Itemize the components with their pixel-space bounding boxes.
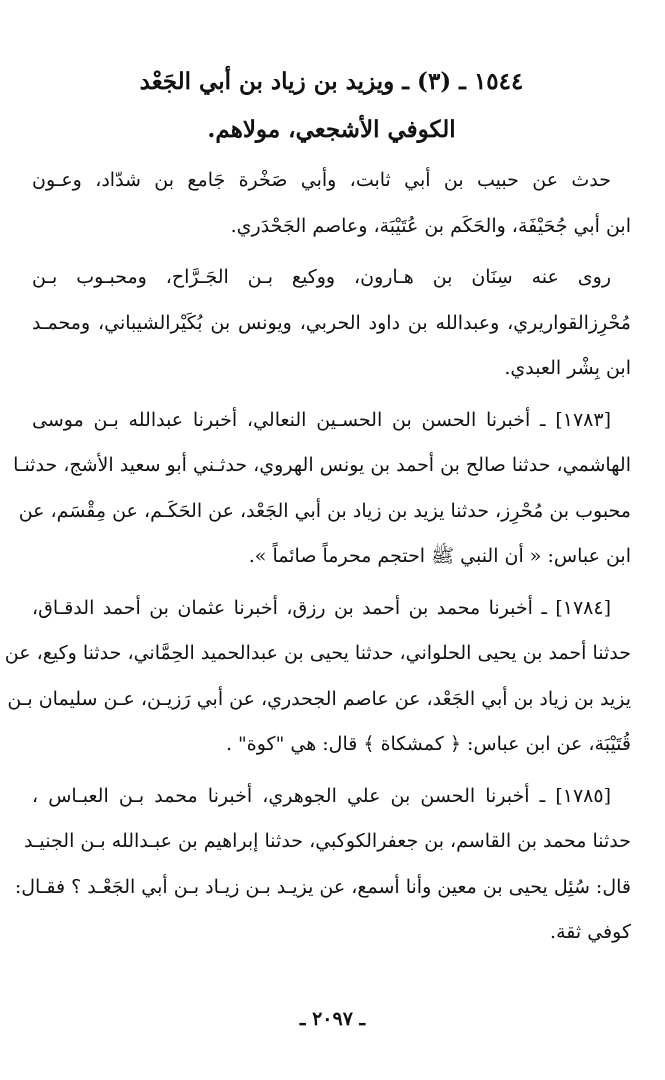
text-line: حدثنا أحمد بن يحيى الحلواني، حدثنا يحيى بن عبدالحميد الحِمَّاني، حدثنا وكيع، عن bbox=[4, 642, 631, 664]
text-line: مُحْرِزالقواريري، وعبدالله بن داود الحربي، ويونس بن بُكَيْرالشيباني، ومحمـد bbox=[32, 311, 631, 334]
text-line: يزيد بن زياد بن أبي الجَعْد، عن عاصم الجحدري، عن أبي رَزيـن، عـن سليمان بـن bbox=[7, 687, 631, 710]
narrators-to-paragraph bbox=[32, 255, 631, 392]
text-line: كوفي ثقة. bbox=[550, 921, 631, 943]
narrators-from-paragraph bbox=[32, 158, 631, 249]
text-line: قُتَيْبَة، عن ابن عباس: ﴿ كمشكاة ﴾ قال: هي "كوة" . bbox=[225, 733, 631, 755]
text-line: [١٧٨٤] ـ أخبرنا محمد بن أحمد بن رزق، أخبرنا عثمان بن أحمد الدقـاق، bbox=[32, 596, 611, 619]
text-line: حدثنا محمد بن القاسم، بن جعفرالكوكبي، حدثنا إبراهيم بن عبـدالله بـن الجنيـد bbox=[24, 830, 631, 852]
hadith-1784-paragraph bbox=[4, 586, 631, 768]
text-line: قال: سُئِل يحيى بن معين وأنا أسمع، عن يزيـد بـن زيـاد بـن أبي الجَعْـد ؟ فقـال: bbox=[14, 875, 631, 898]
text-line: محبوب بن مُحْرِز، حدثنا يزيد بن زياد بن أبي الجَعْد، عن الحَكَـم، عن مِقْسَم، عن bbox=[18, 499, 631, 522]
entry-heading-line-1: ١٥٤٤ ـ (٣) ـ ويزيد بن زياد بن أبي الجَعْد bbox=[139, 68, 524, 95]
text-line: [١٧٨٣] ـ أخبرنا الحسن بن الحسـين النعالي، أخبرنا عبدالله بـن موسى bbox=[32, 408, 611, 431]
text-line: روى عنه سِنَان بن هـارون، ووكيع بـن الجَـرَّاح، ومحبـوب بـن bbox=[32, 266, 611, 288]
text-line: ابن بِشْر العبدي. bbox=[504, 357, 631, 379]
text-line: ابن أبي جُحَيْفَة، والحَكَم بن عُتَيْبَة، وعاصم الجَحْدَري. bbox=[230, 214, 631, 237]
entry-heading-line-2: الكوفي الأشجعي، مولاهم. bbox=[207, 116, 456, 143]
entry-heading bbox=[32, 58, 631, 154]
text-line: الهاشمي، حدثنا صالح بن أحمد بن يونس الهروي، حدثـني أبو سعيد الأشج، حدثنـا bbox=[13, 454, 631, 476]
hadith-1783-paragraph bbox=[13, 398, 631, 580]
hadith-1785-paragraph bbox=[14, 774, 631, 956]
text-line: حدث عن حبيب بن أبي ثابت، وأبي صَخْرة جَامع بن شدّاد، وعـون bbox=[32, 169, 611, 191]
page-number: ـ ٢٠٩٧ ـ bbox=[299, 1008, 366, 1030]
text-line: [١٧٨٥] ـ أخبرنا الحسن بن علي الجوهري، أخبرنا محمد بـن العبـاس ، bbox=[32, 784, 611, 807]
text-line: ابن عباس: « أن النبي ﷺ احتجم محرماً صائماً ». bbox=[248, 545, 631, 567]
